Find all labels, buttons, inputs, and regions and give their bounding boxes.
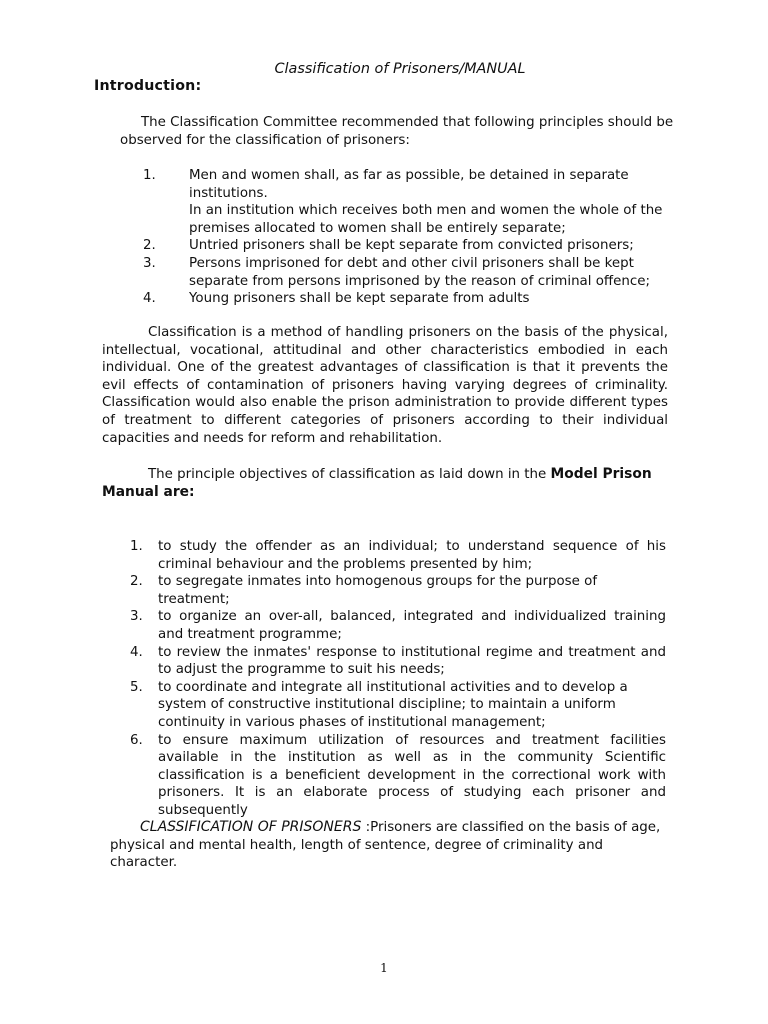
list-item-number: 4. <box>143 291 156 307</box>
objectives-intro-line <box>102 466 668 501</box>
list-item <box>130 732 666 820</box>
principle-1a: Men and women shall, as far as possible, be detained in separate institutions. In an institution which receives both men and women the whole of the premises allocated to women shall be entirely separate; <box>189 168 663 236</box>
list-item <box>130 538 666 573</box>
principles-list <box>143 167 673 308</box>
list-item-number: 2. <box>143 238 156 254</box>
list-item-text <box>189 167 673 237</box>
list-item-text: to segregate inmates into homogenous groups for the purpose of treatment; <box>158 574 598 607</box>
list-item <box>143 290 673 308</box>
classification-of-prisoners-line <box>110 819 668 872</box>
list-item-number: 1. <box>130 539 143 554</box>
list-item <box>130 608 666 643</box>
intro-paragraph-text: The Classification Committee recommended that following principles should be observed for the classification of prisoners: <box>120 115 674 148</box>
intro-paragraph <box>120 114 692 149</box>
list-item <box>130 644 666 679</box>
classification-heading: CLASSIFICATION OF PRISONERS <box>140 819 362 835</box>
list-item-text: to review the inmates' response to institutional regime and treatment and to adjust the programme to suit his needs; <box>158 644 666 678</box>
list-item-text: Young prisoners shall be kept separate from adults <box>189 291 530 307</box>
objectives-list <box>130 538 666 820</box>
page-title: Classification of Prisoners/MANUAL <box>274 61 526 77</box>
list-item-number: 3. <box>143 255 156 271</box>
list-item-text: to study the offender as an individual; to understand sequence of his criminal behaviour and the problems presented by him; <box>158 539 666 572</box>
intro-heading: Introduction: <box>94 78 202 94</box>
classification-paragraph-text: Classification is a method of handling prisoners on the basis of the physical, intellectual, vocational, attitudinal and other characteristics embodied in each individual. One of the greatest advantages of classification is that it prevents the evil effects of contamination of prisoners having varying degrees of criminality. Classification would also enable the prison administration to provide different types of treatment to different categories of prisoners according to their individual capacities and needs for reform and rehabilitation. <box>102 325 668 446</box>
list-item-number: 2. <box>130 574 143 590</box>
list-item-number: 1. <box>143 168 156 183</box>
list-item-number: 4. <box>130 644 143 660</box>
list-item-text: to organize an over-all, balanced, integrated and individualized training and treatment programme; <box>158 609 666 642</box>
list-item-number: 3. <box>130 609 143 625</box>
list-item-text: to ensure maximum utilization of resources and treatment facilities available in the institution as well as in the community Scientific classification is a beneficient development in the correctional work with prisoners. It is an elaborate process of studying each prisoner and subsequently <box>158 732 666 818</box>
list-item-text: to coordinate and integrate all institutional activities and to develop a system of constructive institutional discipline; to maintain a uniform continuity in various phases of institutional management; <box>158 679 628 730</box>
list-item <box>130 573 666 608</box>
list-item <box>143 167 673 237</box>
model-prison-manual: Model Prison Manual are: <box>102 466 652 500</box>
classification-text: :Prisoners are classified on the basis of age, physical and mental health, length of sentence, degree of criminality and character. <box>110 820 661 871</box>
objectives-intro-text: The principle objectives of classification as laid down in the <box>148 467 551 482</box>
list-item-text: Untried prisoners shall be kept separate from convicted prisoners; <box>189 238 634 254</box>
objectives-intro <box>102 466 668 501</box>
list-item <box>143 255 673 290</box>
page-number: 1 <box>380 961 388 975</box>
list-item <box>130 679 666 732</box>
list-item <box>143 237 673 255</box>
classification-of-prisoners-paragraph <box>110 819 668 872</box>
list-item-number: 5. <box>130 679 143 695</box>
list-item-text: Persons imprisoned for debt and other civil prisoners shall be kept separate from persons imprisoned by the reason of criminal offence; <box>189 255 650 289</box>
classification-paragraph <box>102 324 668 447</box>
list-item-number: 6. <box>130 732 143 748</box>
